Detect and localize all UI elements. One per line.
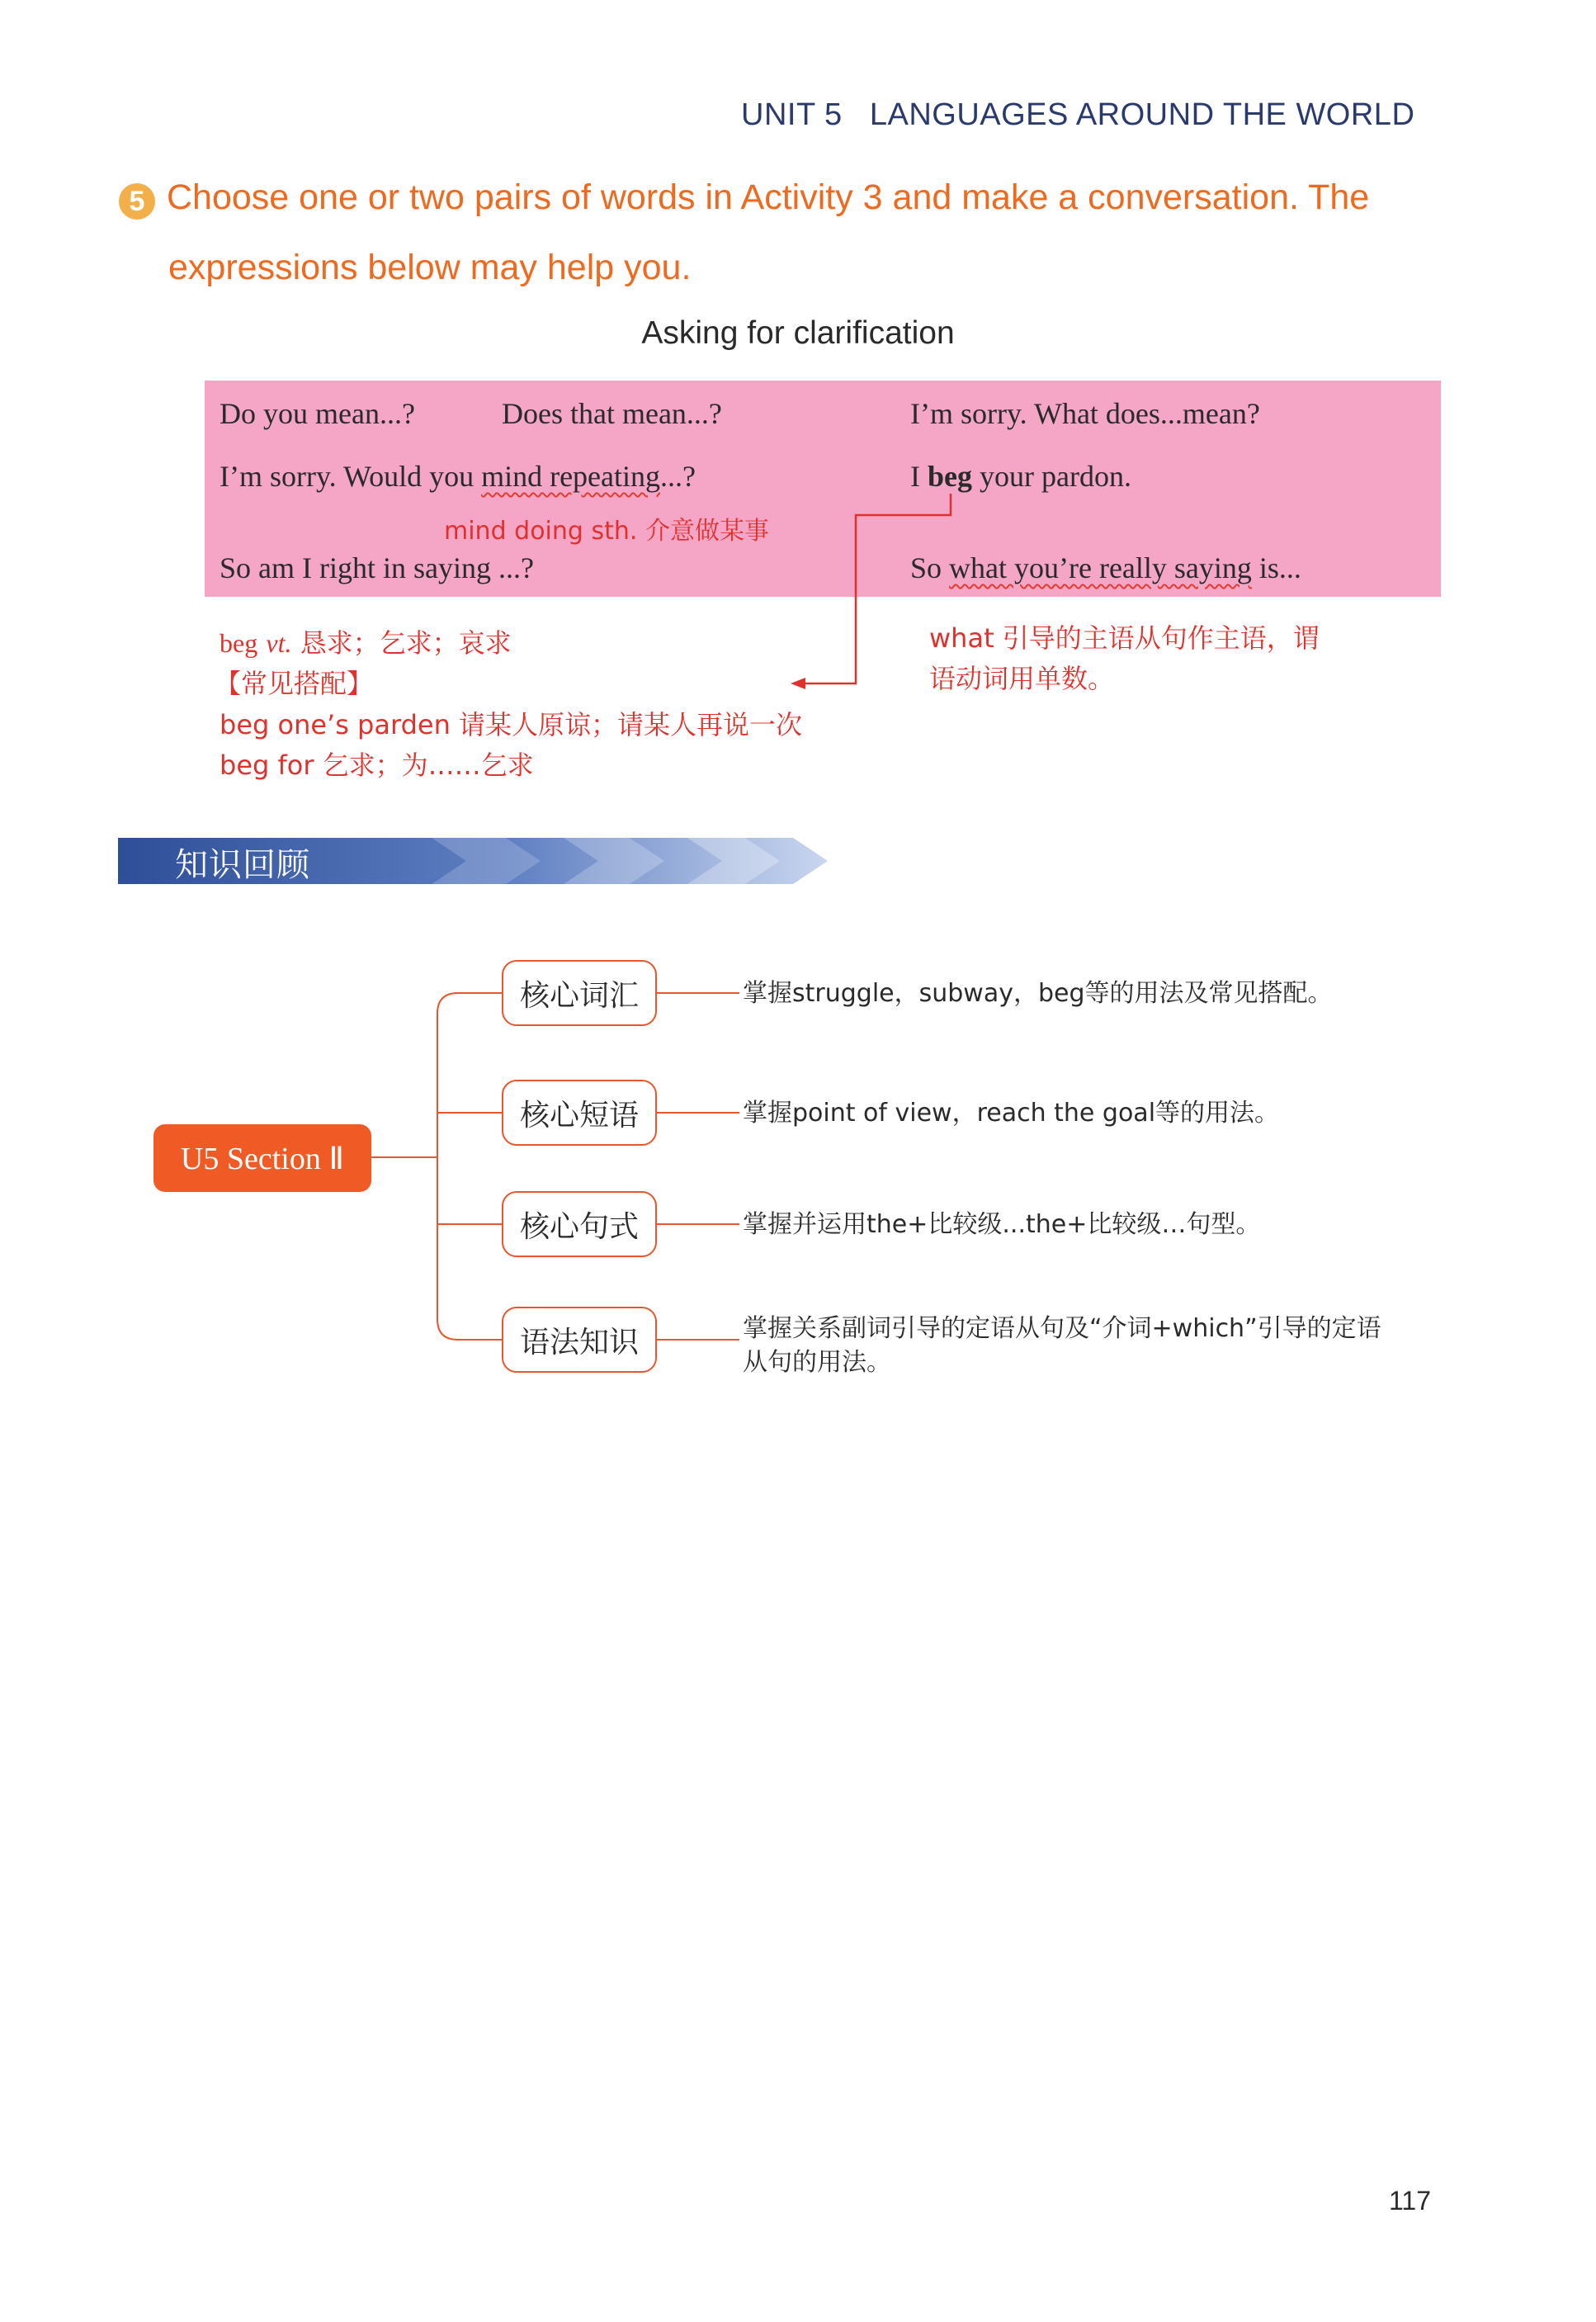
phrase-highlight-what-clause: what you’re really saying xyxy=(949,551,1252,584)
task-number-badge: 5 xyxy=(119,183,155,220)
phrase-what-does-mean: I’m sorry. What does...mean? xyxy=(910,397,1260,430)
branch-desc-grammar: 掌握关系副词引导的定语从句及“介词+which”引导的定语从句的用法。 xyxy=(743,1314,1381,1377)
note-beg-ones-pardon: beg one’s parden 请某人原谅；请某人再说一次 xyxy=(220,709,803,740)
task-instruction-line-1: Choose one or two pairs of words in Activity 3 and make a conversation. The xyxy=(167,177,1370,217)
branch-desc-phrases: 掌握point of view，reach the goal等的用法。 xyxy=(743,1099,1280,1128)
branch-core-vocabulary xyxy=(502,960,657,1026)
phrase-highlight-mind-repeating: mind repeating xyxy=(481,460,661,493)
phrase-do-you-mean: Do you mean...? xyxy=(220,397,415,430)
phrase-part: ...? xyxy=(660,460,696,493)
header-title: LANGUAGES AROUND THE WORLD xyxy=(869,97,1415,132)
phrase-does-that-mean: Does that mean...? xyxy=(502,397,722,430)
branch-label: 核心词汇 xyxy=(519,978,639,1013)
note-beg-pos: vt. xyxy=(266,628,292,658)
page-number: 117 xyxy=(1389,2186,1432,2216)
branch-label: 核心短语 xyxy=(519,1098,639,1133)
branch-desc-sentence-patterns: 掌握并运用the+比较级...the+比较级…句型。 xyxy=(743,1210,1261,1239)
phrase-highlight-beg: beg xyxy=(928,460,972,493)
note-beg-word: beg xyxy=(220,628,258,658)
box-title: Asking for clarification xyxy=(641,315,955,351)
phrase-part: I xyxy=(910,460,928,493)
note-what-clause-line-2: 语动词用单数。 xyxy=(929,663,1115,694)
mind-map-root-label: U5 Section Ⅱ xyxy=(180,1141,345,1176)
branch-label: 核心句式 xyxy=(519,1209,639,1244)
header-unit: UNIT 5 xyxy=(741,97,843,132)
branch-label: 语法知识 xyxy=(519,1325,639,1360)
branch-core-sentence-patterns xyxy=(502,1191,657,1257)
note-collocation-heading: 【常见搭配】 xyxy=(215,668,374,699)
task-instruction-line-2: expressions below may help you. xyxy=(168,248,692,287)
note-mind-doing: mind doing sth. 介意做某事 xyxy=(444,517,769,546)
phrase-am-i-right: So am I right in saying ...? xyxy=(220,551,534,584)
branch-core-phrases xyxy=(502,1080,657,1146)
note-beg-meaning: 恳求；乞求；哀求 xyxy=(300,627,512,659)
branch-desc-vocabulary: 掌握struggle，subway，beg等的用法及常见搭配。 xyxy=(743,979,1333,1008)
phrase-part: I’m sorry. Would you xyxy=(220,460,482,493)
mind-map-root xyxy=(153,1124,371,1192)
phrase-part: is... xyxy=(1251,551,1301,584)
note-beg-for: beg for 乞求；为……乞求 xyxy=(220,750,534,781)
branch-grammar xyxy=(502,1307,657,1373)
phrase-part: your pardon. xyxy=(972,460,1131,493)
section-banner-title: 知识回顾 xyxy=(175,846,310,884)
note-what-clause-line-1: what 引导的主语从句作主语，谓 xyxy=(929,622,1320,654)
phrase-part: So xyxy=(910,551,950,584)
